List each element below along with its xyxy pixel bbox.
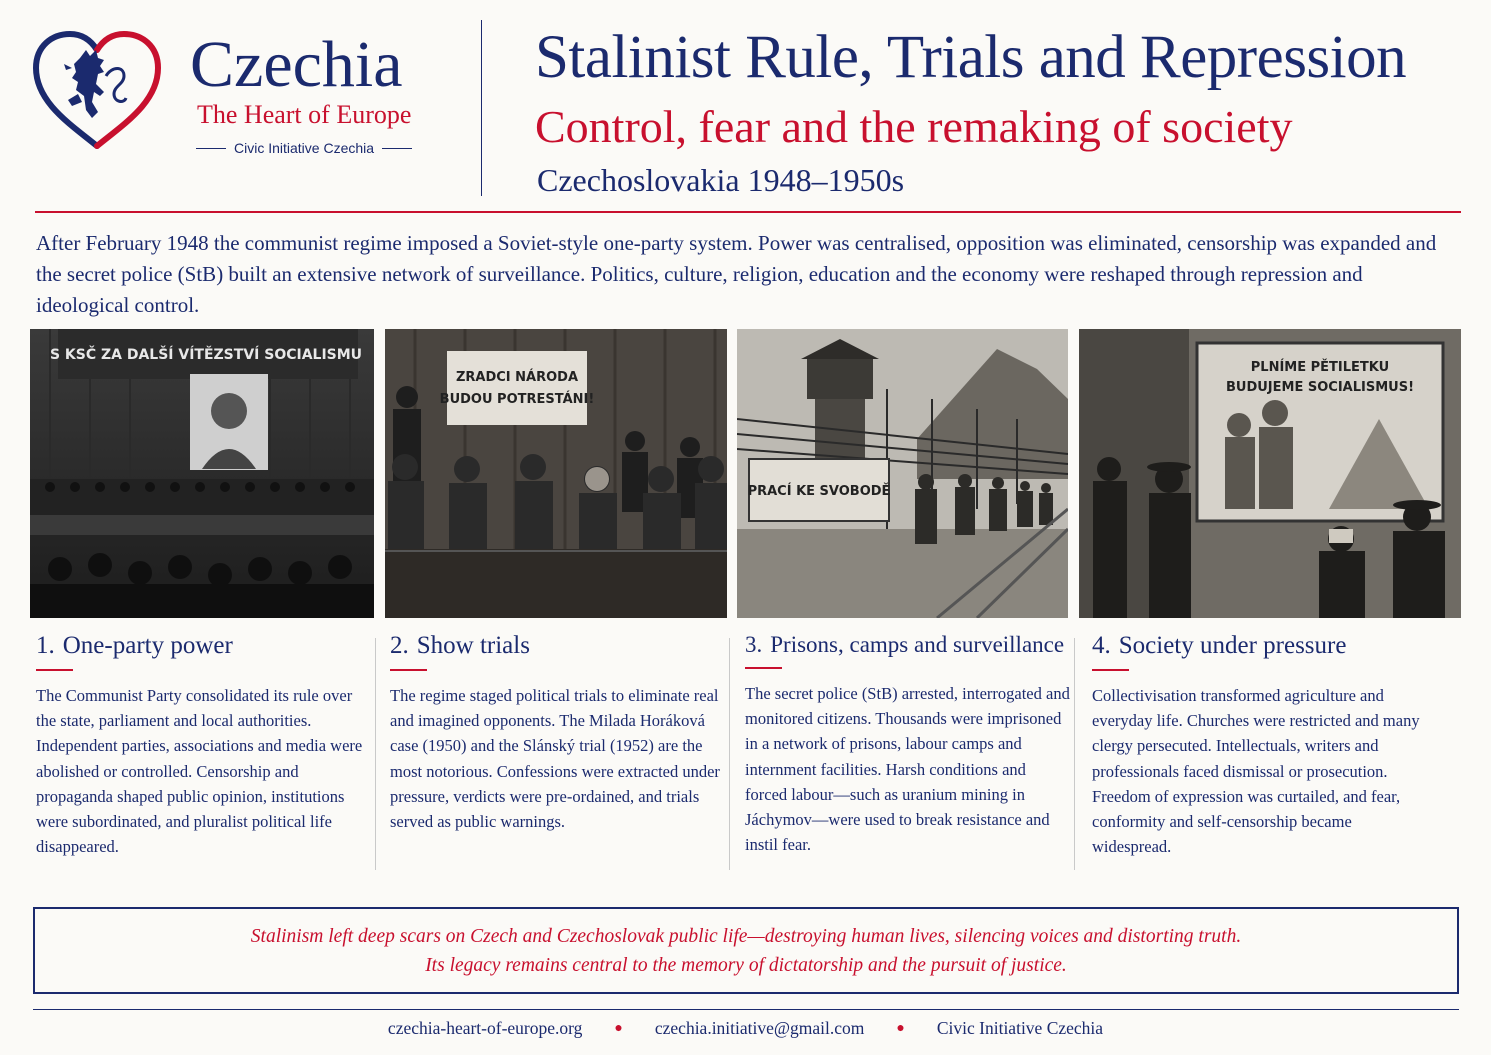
- section-number: 3.: [745, 632, 763, 657]
- brand-name: Czechia: [190, 28, 403, 101]
- intro-paragraph: After February 1948 the communist regime imposed a Soviet-style one-party system. Power was centralised, opposition was eliminated, censorship was expanded and the secret police (StB) built an extensive network of surveillance. Politics, culture, religion, education and the economy were reshaped through repression and ideological control.: [36, 231, 1437, 317]
- column-divider: [375, 638, 376, 870]
- header-divider: [481, 20, 482, 196]
- poster-line1: PLNÍME PĚTILETKU: [1250, 360, 1390, 375]
- section-body: The secret police (StB) arrested, interrogated and monitored citizens. Thousands were imprisoned in a network of prisons, labour camps and internment facilities. Harsh conditions and forced labour—such as uranium mining in Jáchymov—were used to break resistance and instil fear.: [745, 684, 1070, 855]
- dash-right: [382, 148, 412, 149]
- section-title-text: Society under pressure: [1118, 632, 1347, 659]
- sign-line2: BUDOU POTRESTÁNI!: [439, 392, 595, 407]
- page-subtitle: Control, fear and the remaking of society: [535, 101, 1293, 152]
- section-show-trials: [390, 632, 725, 834]
- quote-box: [33, 907, 1459, 994]
- section-number: 2.: [390, 632, 409, 659]
- section-number: 4.: [1092, 632, 1111, 659]
- section-underline: [390, 669, 427, 671]
- section-society-under-pressure: [1092, 632, 1432, 859]
- section-body: The Communist Party consolidated its rule over the state, parliament and local authorities. Independent parties, associations and media were abolished or controlled. Censorship and propaganda shaped public opinion, institutions were subordinated, and pluralist political life disappeared.: [36, 686, 363, 857]
- brand-sub: [196, 140, 412, 156]
- footer: [0, 1018, 1491, 1039]
- photo-street: [1079, 329, 1461, 618]
- section-title-text: Show trials: [416, 632, 530, 659]
- section-title: [390, 632, 725, 660]
- bullet-icon: ●: [896, 1020, 905, 1036]
- section-number: 1.: [36, 632, 55, 659]
- banner-text: S KSČ ZA DALŠÍ VÍTĚZSTVÍ SOCIALISMU: [49, 347, 363, 363]
- section-title: [1092, 632, 1432, 660]
- quote-line1: Stalinism left deep scars on Czech and Czechoslovak public life—destroying human lives, silencing voices and distorting truth.: [250, 925, 1242, 947]
- poster-line2: BUDUJEME SOCIALISMUS!: [1226, 380, 1414, 395]
- photo-trial: [385, 329, 727, 618]
- footer-org: Civic Initiative Czechia: [936, 1018, 1104, 1038]
- column-divider: [729, 638, 730, 870]
- section-title: [36, 632, 366, 660]
- footer-website[interactable]: czechia-heart-of-europe.org: [387, 1018, 583, 1038]
- section-title-text: Prisons, camps and surveillance: [770, 632, 1065, 657]
- section-title: [745, 632, 1070, 658]
- section-underline: [36, 669, 73, 671]
- quote-line2: Its legacy remains central to the memory of dictatorship and the pursuit of justice.: [425, 954, 1067, 976]
- heart-lion-icon: [30, 28, 165, 153]
- page-title: Stalinist Rule, Trials and Repression: [535, 24, 1407, 91]
- photo-camp: [737, 329, 1068, 618]
- brand-sub-label: Civic Initiative Czechia: [234, 140, 375, 156]
- brand-tagline: The Heart of Europe: [197, 100, 412, 129]
- photo-congress: [30, 329, 374, 618]
- sign-text: PRACÍ KE SVOBODĚ: [747, 484, 891, 499]
- section-one-party-power: [36, 632, 366, 859]
- section-underline: [1092, 669, 1129, 671]
- bullet-icon: ●: [614, 1020, 623, 1036]
- column-divider: [1074, 638, 1075, 870]
- header-rule: [35, 211, 1461, 213]
- section-body: Collectivisation transformed agriculture and everyday life. Churches were restricted and many clergy persecuted. Intellectuals, writers and professionals faced dismissal or prosecution. Freedom of expression was curtailed, and fear, conformity and self-censorship became widespread.: [1092, 686, 1420, 857]
- section-prisons-camps: [745, 632, 1070, 857]
- section-title-text: One-party power: [62, 632, 233, 659]
- footer-rule: [33, 1009, 1459, 1010]
- page-period: Czechoslovakia 1948–1950s: [537, 162, 905, 198]
- footer-email[interactable]: czechia.initiative@gmail.com: [654, 1018, 865, 1038]
- section-underline: [745, 667, 782, 669]
- dash-left: [196, 148, 226, 149]
- section-body: The regime staged political trials to eliminate real and imagined opponents. The Milada Horáková case (1950) and the Slánský trial (1952) are the most notorious. Confessions were extracted under pressure, verdicts were pre-ordained, and trials served as public warnings.: [390, 686, 720, 832]
- sign-line1: ZRADCI NÁRODA: [455, 370, 579, 385]
